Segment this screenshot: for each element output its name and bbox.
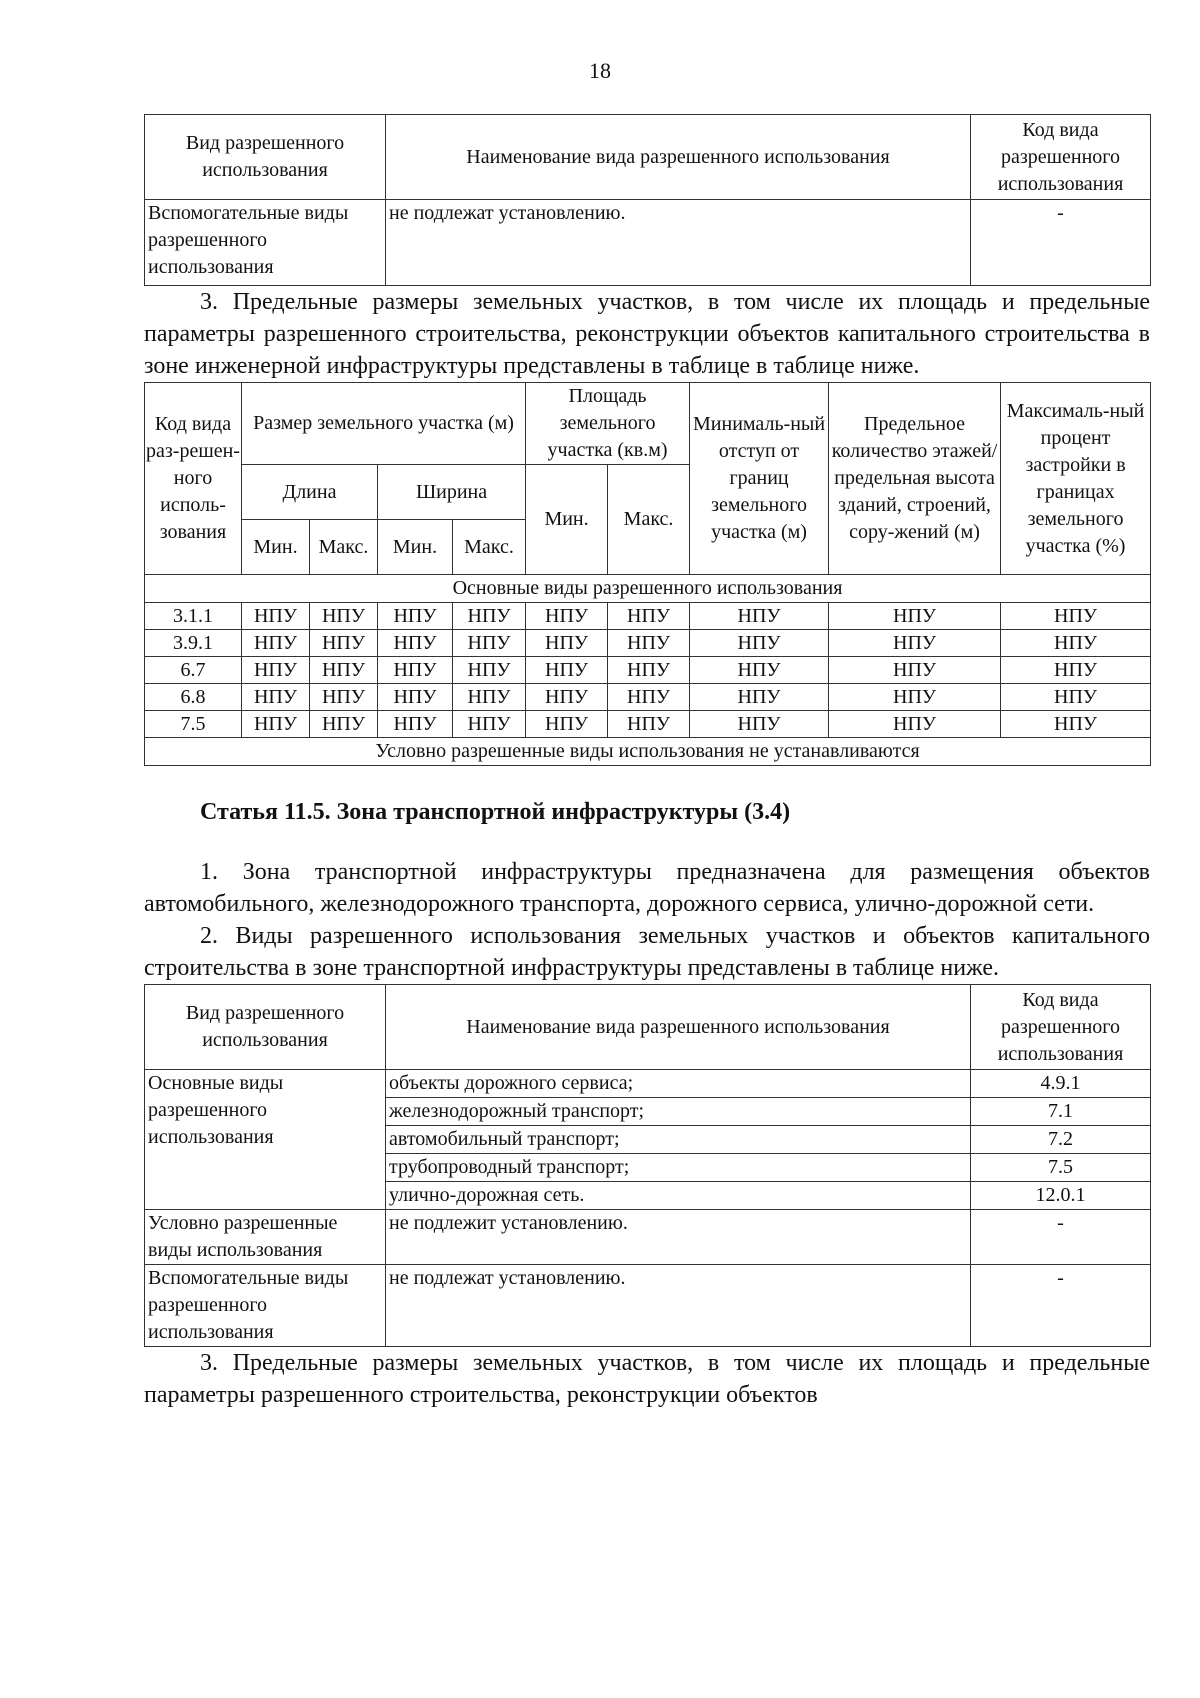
- table-row: [145, 603, 1151, 630]
- row-name: не подлежат установлению.: [386, 1265, 971, 1347]
- table-header-row: [145, 383, 1151, 465]
- cell: НПУ: [526, 603, 608, 630]
- cell: НПУ: [242, 657, 310, 684]
- header-kind: Вид разрешенного использования: [145, 985, 386, 1070]
- cell: НПУ: [242, 603, 310, 630]
- header-length: Длина: [242, 465, 378, 520]
- cell: НПУ: [310, 603, 378, 630]
- paragraph-limits-transport: 3. Предельные размеры земельных участков, в том числе их площадь и предельные параметры разрешенного строительства, реконструкции объектов: [144, 1350, 1150, 1408]
- cell: НПУ: [608, 684, 690, 711]
- table-row: [145, 1210, 1151, 1265]
- table-header-row: [145, 115, 1151, 200]
- cell: НПУ: [378, 684, 453, 711]
- header-width-max: Макс.: [453, 520, 526, 575]
- cell: НПУ: [310, 630, 378, 657]
- row-code: -: [971, 1265, 1151, 1347]
- header-width-min: Мин.: [378, 520, 453, 575]
- cell: НПУ: [829, 684, 1001, 711]
- row-code: 3.1.1: [145, 603, 242, 630]
- page-content: [144, 114, 1150, 1411]
- cell: НПУ: [1001, 684, 1151, 711]
- row-name: трубопроводный транспорт;: [386, 1154, 971, 1182]
- section-main-uses: Основные виды разрешенного использования: [145, 575, 1151, 603]
- paragraph-limits-engineering: 3. Предельные размеры земельных участков, в том числе их площадь и предельные параметры разрешенного строительства, реконструкции объектов капитального строительства в зоне инженерной инфраструктуры представлены в таблице в таблице ниже.: [144, 289, 1150, 379]
- row-code: 7.5: [971, 1154, 1151, 1182]
- header-size: Размер земельного участка (м): [242, 383, 526, 465]
- cell: НПУ: [310, 657, 378, 684]
- row-code: -: [971, 1210, 1151, 1265]
- header-name: Наименование вида разрешенного использования: [386, 985, 971, 1070]
- header-length-max: Макс.: [310, 520, 378, 575]
- cell: НПУ: [608, 603, 690, 630]
- table-row: [145, 711, 1151, 738]
- header-width: Ширина: [378, 465, 526, 520]
- cell: НПУ: [829, 630, 1001, 657]
- cell: НПУ: [690, 711, 829, 738]
- row-name: объекты дорожного сервиса;: [386, 1070, 971, 1098]
- footer-conditional-uses: Условно разрешенные виды использования не устанавливаются: [145, 738, 1151, 766]
- table-footer-row: [145, 738, 1151, 766]
- table-section-row: [145, 575, 1151, 603]
- cell: НПУ: [453, 711, 526, 738]
- cell: НПУ: [526, 657, 608, 684]
- header-area: Площадь земельного участка (кв.м): [526, 383, 690, 465]
- header-setback: Минималь-ный отступ от границ земельного участка (м): [690, 383, 829, 575]
- table-row: [145, 684, 1151, 711]
- row-kind-conditional: Условно разрешенные виды использования: [145, 1210, 386, 1265]
- table-row: [145, 200, 1151, 286]
- header-floors: Предельное количество этажей/ предельная высота зданий, строений, сору-жений (м): [829, 383, 1001, 575]
- cell: НПУ: [829, 711, 1001, 738]
- header-area-max: Макс.: [608, 465, 690, 575]
- row-code: 7.1: [971, 1098, 1151, 1126]
- cell: НПУ: [690, 630, 829, 657]
- cell: НПУ: [378, 603, 453, 630]
- table-header-row: [145, 985, 1151, 1070]
- header-percent: Максималь-ный процент застройки в границах земельного участка (%): [1001, 383, 1151, 575]
- article-heading: Статья 11.5. Зона транспортной инфраструктуры (3.4): [200, 799, 791, 825]
- permitted-use-table-engineering: [144, 114, 1151, 286]
- cell: НПУ: [608, 711, 690, 738]
- cell: НПУ: [453, 603, 526, 630]
- cell: НПУ: [453, 630, 526, 657]
- row-code: 6.7: [145, 657, 242, 684]
- table-row: [145, 630, 1151, 657]
- cell: НПУ: [453, 684, 526, 711]
- page-number: 18: [589, 58, 611, 83]
- cell: НПУ: [242, 711, 310, 738]
- table-row: [145, 1070, 1151, 1098]
- table-row: [145, 657, 1151, 684]
- header-kind: Вид разрешенного использования: [145, 115, 386, 200]
- cell: НПУ: [690, 603, 829, 630]
- row-code: -: [971, 200, 1151, 286]
- row-kind: Вспомогательные виды разрешенного использования: [145, 200, 386, 286]
- cell: НПУ: [1001, 603, 1151, 630]
- table-row: [145, 1265, 1151, 1347]
- header-code: Код вида раз-решен-ного исполь-зования: [145, 383, 242, 575]
- row-name: железнодорожный транспорт;: [386, 1098, 971, 1126]
- limits-table-engineering: [144, 382, 1151, 766]
- cell: НПУ: [526, 684, 608, 711]
- cell: НПУ: [526, 711, 608, 738]
- row-code: 3.9.1: [145, 630, 242, 657]
- cell: НПУ: [526, 630, 608, 657]
- cell: НПУ: [1001, 630, 1151, 657]
- header-name: Наименование вида разрешенного использования: [386, 115, 971, 200]
- cell: НПУ: [310, 684, 378, 711]
- row-name: не подлежат установлению.: [386, 200, 971, 286]
- row-code: 12.0.1: [971, 1182, 1151, 1210]
- cell: НПУ: [829, 657, 1001, 684]
- cell: НПУ: [378, 711, 453, 738]
- cell: НПУ: [1001, 657, 1151, 684]
- paragraph-zone-purpose: 1. Зона транспортной инфраструктуры предназначена для размещения объектов автомобильного, железнодорожного транспорта, дорожного сервиса, улично-дорожной сети.: [144, 859, 1150, 917]
- header-area-min: Мин.: [526, 465, 608, 575]
- cell: НПУ: [242, 630, 310, 657]
- paragraph-permitted-uses: 2. Виды разрешенного использования земельных участков и объектов капитального строительства в зоне транспортной инфраструктуры представлены в таблице ниже.: [144, 923, 1150, 981]
- cell: НПУ: [1001, 711, 1151, 738]
- row-code: 7.5: [145, 711, 242, 738]
- cell: НПУ: [690, 657, 829, 684]
- cell: НПУ: [310, 711, 378, 738]
- header-code: Код вида разрешенного использования: [971, 115, 1151, 200]
- cell: НПУ: [690, 684, 829, 711]
- cell: НПУ: [378, 657, 453, 684]
- permitted-use-table-transport: [144, 984, 1151, 1347]
- row-name: не подлежит установлению.: [386, 1210, 971, 1265]
- cell: НПУ: [378, 630, 453, 657]
- row-code: 6.8: [145, 684, 242, 711]
- row-kind-auxiliary: Вспомогательные виды разрешенного использования: [145, 1265, 386, 1347]
- cell: НПУ: [829, 603, 1001, 630]
- row-code: 4.9.1: [971, 1070, 1151, 1098]
- row-name: автомобильный транспорт;: [386, 1126, 971, 1154]
- header-length-min: Мин.: [242, 520, 310, 575]
- cell: НПУ: [453, 657, 526, 684]
- header-code: Код вида разрешенного использования: [971, 985, 1151, 1070]
- cell: НПУ: [608, 657, 690, 684]
- cell: НПУ: [608, 630, 690, 657]
- row-name: улично-дорожная сеть.: [386, 1182, 971, 1210]
- row-code: 7.2: [971, 1126, 1151, 1154]
- cell: НПУ: [242, 684, 310, 711]
- row-kind-main: Основные виды разрешенного использования: [145, 1070, 386, 1210]
